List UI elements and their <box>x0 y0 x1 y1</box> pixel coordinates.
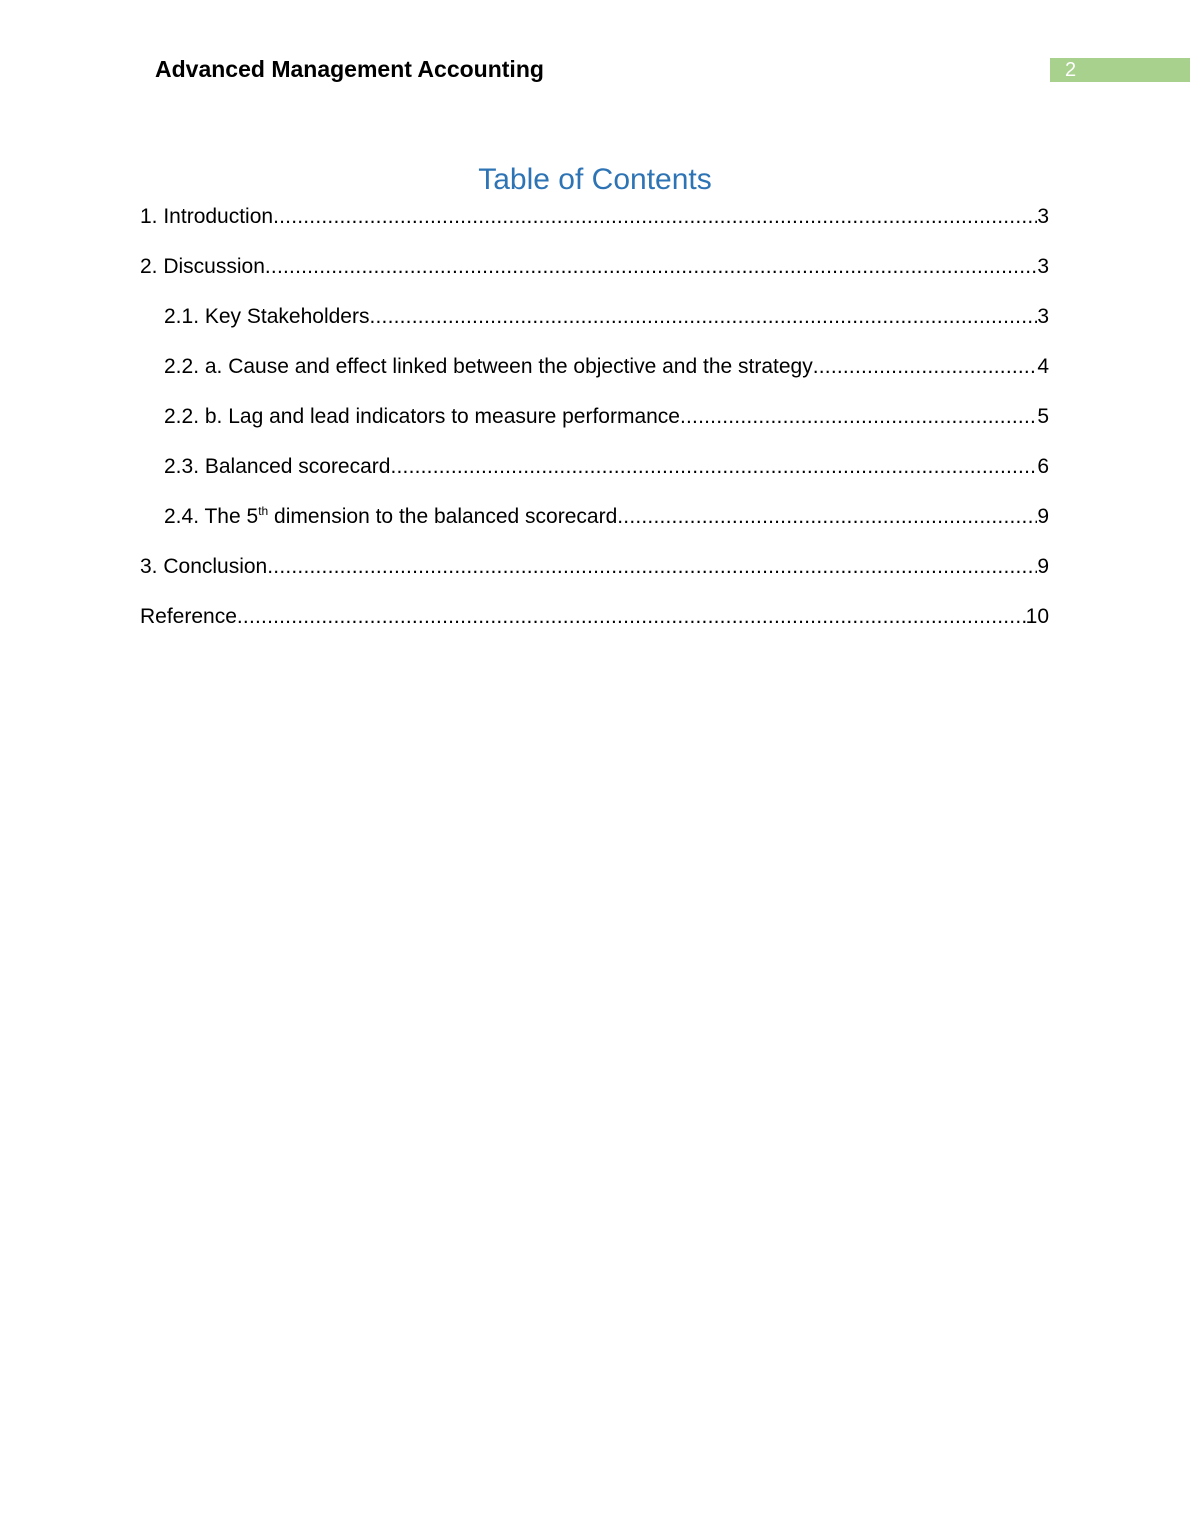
toc-entry-lag-lead-indicators[interactable] <box>140 403 1049 453</box>
toc-entry-balanced-scorecard[interactable] <box>140 453 1049 503</box>
page-number-badge: 2 <box>1050 58 1190 82</box>
toc-entry-label: 2.2. a. Cause and effect linked between the objective and the strategy <box>164 355 813 378</box>
toc-entry-cause-and-effect[interactable] <box>140 353 1049 403</box>
toc-leader-dots <box>390 453 1037 481</box>
toc-label-superscript: th <box>258 504 269 518</box>
toc-entry-introduction[interactable] <box>140 203 1049 253</box>
toc-entry-page: 3 <box>1037 305 1049 328</box>
toc-entry-fifth-dimension[interactable] <box>140 503 1049 553</box>
toc-entry-page: 4 <box>1037 355 1049 378</box>
toc-label-part: dimension to the balanced scorecard <box>268 505 618 528</box>
toc-entry-page: 9 <box>1037 555 1049 578</box>
toc-leader-dots <box>267 553 1037 581</box>
toc-leader-dots <box>617 503 1037 531</box>
toc-label-part: 2.4. The 5 <box>164 505 259 528</box>
toc-entry-label: 1. Introduction <box>140 205 274 228</box>
toc-entry-key-stakeholders[interactable] <box>140 303 1049 353</box>
toc-entry-label: 2.2. b. Lag and lead indicators to measure performance <box>164 405 680 428</box>
toc-entry-label: 2.3. Balanced scorecard <box>164 455 391 478</box>
toc-entry-page: 3 <box>1037 205 1049 228</box>
toc-leader-dots <box>265 253 1037 281</box>
toc-leader-dots <box>237 603 1026 631</box>
toc-entry-label: 3. Conclusion <box>140 555 268 578</box>
toc-entry-page: 9 <box>1037 505 1049 528</box>
toc-entry-label: Reference <box>140 605 237 628</box>
toc-entry-page: 10 <box>1025 605 1049 628</box>
toc-list <box>140 203 1049 653</box>
toc-entry-conclusion[interactable] <box>140 553 1049 603</box>
toc-entry-page: 3 <box>1037 255 1049 278</box>
toc-entry-discussion[interactable] <box>140 253 1049 303</box>
toc-leader-dots <box>813 353 1038 381</box>
document-header-title: Advanced Management Accounting <box>155 56 544 82</box>
toc-leader-dots <box>273 203 1037 231</box>
toc-entry-reference[interactable] <box>140 603 1049 653</box>
toc-leader-dots <box>680 403 1037 431</box>
toc-heading: Table of Contents <box>478 163 712 196</box>
toc-entry-label: 2. Discussion <box>140 255 265 278</box>
toc-entry-label: 2.1. Key Stakeholders <box>164 305 370 328</box>
toc-entry-page: 6 <box>1037 455 1049 478</box>
toc-entry-page: 5 <box>1037 405 1049 428</box>
toc-leader-dots <box>369 303 1037 331</box>
toc-entry-label <box>164 503 617 531</box>
